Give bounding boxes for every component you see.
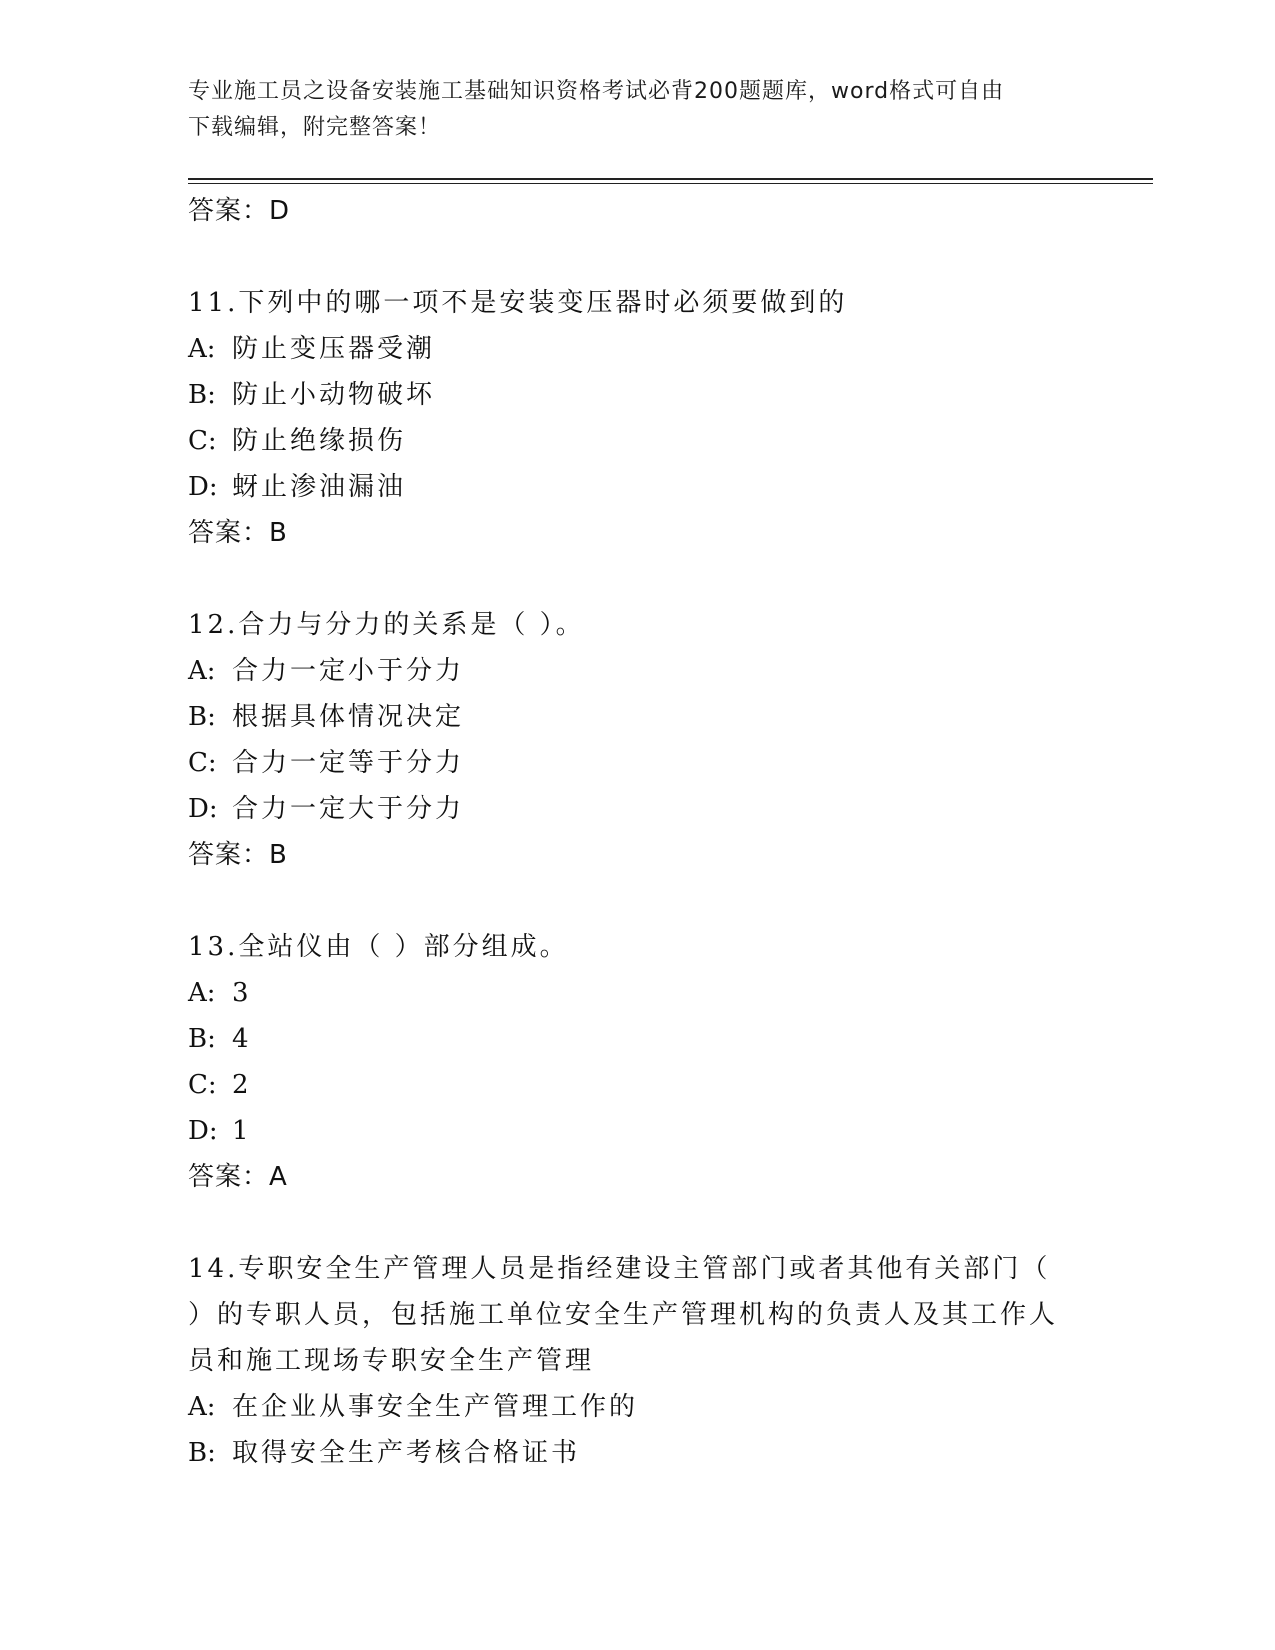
header-line-2: 下载编辑，附完整答案！ [188, 115, 442, 140]
document-header [188, 74, 1088, 146]
option-b [188, 1430, 1108, 1476]
option-text: 防止变压器受潮 [232, 334, 436, 364]
header-divider-thin [188, 183, 1153, 184]
question-12 [188, 602, 1108, 878]
option-b [188, 1016, 1108, 1062]
answer-line: 答案：A [188, 1162, 288, 1192]
option-key: B: [188, 380, 216, 410]
option-a [188, 326, 1108, 372]
question-stem: 13.全站仪由（ ）部分组成。 [188, 932, 569, 962]
question-stem-line-3: 员和施工现场专职安全生产管理 [188, 1346, 595, 1376]
question-14 [188, 1246, 1108, 1476]
option-key: B: [188, 1024, 216, 1054]
option-a [188, 1384, 1108, 1430]
header-divider-thick [188, 178, 1153, 180]
option-key: A: [188, 978, 216, 1008]
option-text: 1 [232, 1116, 252, 1146]
answer-line: 答案：B [188, 518, 288, 548]
option-text: 蚜止渗油漏油 [232, 472, 407, 502]
option-text: 根据具体情况决定 [232, 702, 465, 732]
option-key: D: [188, 472, 218, 502]
option-d [188, 786, 1108, 832]
option-key: A: [188, 334, 216, 364]
option-text: 防止绝缘损伤 [232, 426, 407, 456]
option-key: A: [188, 1392, 216, 1422]
option-c [188, 418, 1108, 464]
option-d [188, 1108, 1108, 1154]
option-key: B: [188, 702, 216, 732]
option-b [188, 694, 1108, 740]
question-stem: 11.下列中的哪一项不是安装变压器时必须要做到的 [188, 288, 848, 318]
option-key: A: [188, 656, 216, 686]
option-text: 合力一定小于分力 [232, 656, 465, 686]
question-13 [188, 924, 1108, 1200]
option-text: 3 [232, 978, 252, 1008]
option-key: B: [188, 1438, 216, 1468]
option-a [188, 648, 1108, 694]
answer-line: 答案：B [188, 840, 288, 870]
question-list [188, 188, 1108, 1476]
header-line-1: 专业施工员之设备安装施工基础知识资格考试必背200题题库，word格式可自由 [188, 79, 1005, 104]
option-b [188, 372, 1108, 418]
question-11 [188, 280, 1108, 556]
option-text: 防止小动物破坏 [232, 380, 436, 410]
option-d [188, 464, 1108, 510]
option-text: 合力一定大于分力 [232, 794, 465, 824]
option-text: 在企业从事安全生产管理工作的 [232, 1392, 639, 1422]
question-stem-line-2: ）的专职人员，包括施工单位安全生产管理机构的负责人及其工作人 [188, 1300, 1059, 1330]
option-a [188, 970, 1108, 1016]
option-text: 2 [232, 1070, 252, 1100]
question-stem: 12.合力与分力的关系是（ ）。 [188, 610, 585, 640]
option-key: D: [188, 1116, 218, 1146]
option-c [188, 1062, 1108, 1108]
option-text: 合力一定等于分力 [232, 748, 465, 778]
answer-line: 答案：D [188, 196, 291, 226]
option-text: 取得安全生产考核合格证书 [232, 1438, 581, 1468]
option-key: D: [188, 794, 218, 824]
option-key: C: [188, 1070, 217, 1100]
option-key: C: [188, 748, 217, 778]
option-text: 4 [232, 1024, 252, 1054]
question-stem-line-1: 14.专职安全生产管理人员是指经建设主管部门或者其他有关部门（ [188, 1254, 1051, 1284]
option-c [188, 740, 1108, 786]
option-key: C: [188, 426, 217, 456]
